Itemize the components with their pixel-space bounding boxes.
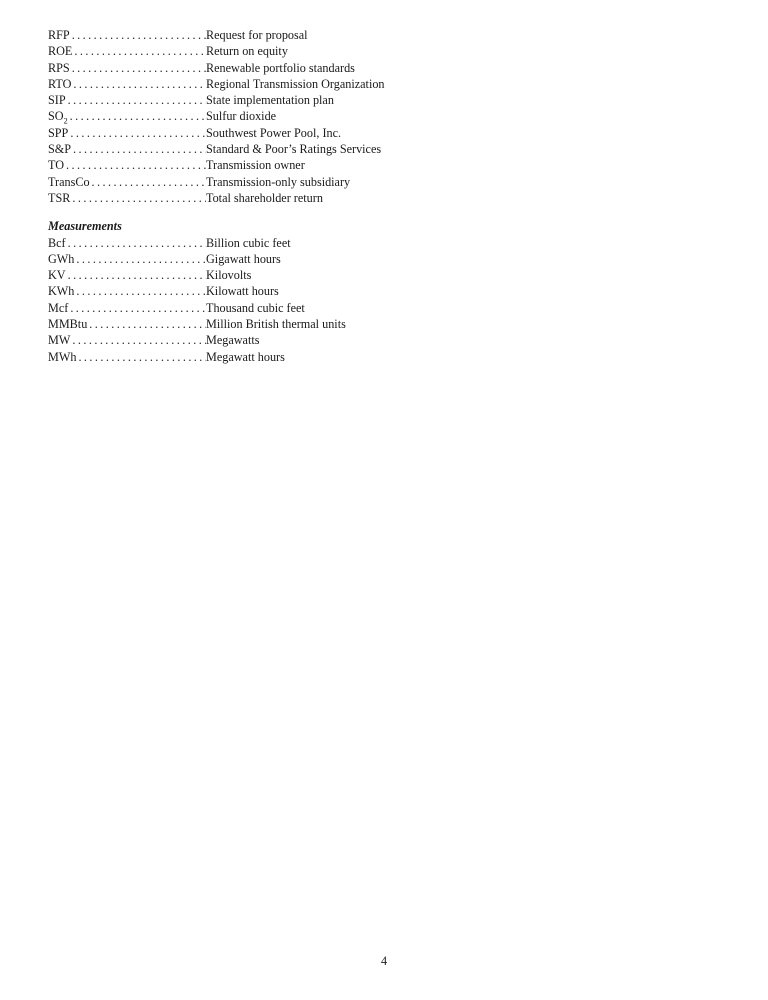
entry-abbreviation: Mcf: [48, 300, 69, 315]
entry-abbreviation: GWh: [48, 251, 75, 266]
entry-definition: Kilovolts: [206, 268, 252, 283]
abbreviation-text: SO: [48, 109, 64, 124]
dot-leader: [68, 300, 206, 316]
measurement-entry: [48, 267, 728, 283]
measurement-entry: [48, 251, 728, 267]
entry-definition: Megawatts: [206, 333, 260, 348]
entry-definition: Kilowatt hours: [206, 284, 279, 299]
entry-abbreviation: Bcf: [48, 235, 66, 250]
entry-abbreviation: MMBtu: [48, 317, 88, 332]
entry-definition: Transmission owner: [206, 158, 305, 173]
entry-definition: Total shareholder return: [206, 190, 323, 205]
dot-leader: [90, 174, 206, 190]
abbreviation-subscript: 2: [63, 116, 68, 125]
entry-abbreviation: TSR: [48, 190, 71, 205]
entry-abbreviation: SIP: [48, 93, 66, 108]
entry-definition: Return on equity: [206, 44, 288, 59]
measurement-entry: [48, 235, 728, 251]
entry-abbreviation: [48, 108, 68, 124]
dot-leader: [70, 332, 206, 348]
dot-leader: [68, 125, 206, 141]
entry-abbreviation: KWh: [48, 284, 75, 299]
entry-abbreviation: TransCo: [48, 174, 90, 189]
glossary-entry: [48, 92, 728, 108]
measurement-entry: [48, 316, 728, 332]
entry-definition: Billion cubic feet: [206, 235, 291, 250]
measurements-heading: Measurements: [48, 219, 122, 234]
dot-leader: [71, 76, 206, 92]
entry-definition: Transmission-only subsidiary: [206, 174, 351, 189]
entry-abbreviation: RFP: [48, 28, 70, 42]
dot-leader: [71, 141, 206, 157]
entry-definition: Sulfur dioxide: [206, 109, 277, 124]
glossary-page: [48, 27, 728, 365]
entry-definition: Thousand cubic feet: [206, 300, 305, 315]
glossary-entry: [48, 141, 728, 157]
glossary-entry: [48, 27, 728, 43]
glossary-entry: [48, 190, 728, 206]
glossary-entry: [48, 174, 728, 190]
entry-abbreviation: SPP: [48, 125, 69, 140]
entry-abbreviation: RTO: [48, 76, 72, 91]
entry-definition: Megawatt hours: [206, 349, 285, 364]
glossary-entry: [48, 157, 728, 173]
measurement-entry: [48, 349, 728, 365]
page-number: 4: [380, 954, 388, 968]
dot-leader: [87, 316, 206, 332]
entry-definition: Regional Transmission Organization: [206, 76, 385, 91]
glossary-entry: [48, 125, 728, 141]
dot-leader: [72, 43, 206, 59]
measurement-entry: [48, 300, 728, 316]
entry-definition: Renewable portfolio standards: [206, 60, 355, 75]
entry-abbreviation: RPS: [48, 60, 70, 75]
entry-abbreviation: KV: [48, 268, 66, 283]
entry-definition: State implementation plan: [206, 93, 334, 108]
dot-leader: [70, 27, 206, 43]
entry-abbreviation: MWh: [48, 349, 77, 364]
entry-definition: Gigawatt hours: [206, 251, 281, 266]
dot-leader: [66, 235, 206, 251]
entry-definition: Southwest Power Pool, Inc.: [206, 125, 342, 140]
entry-definition: Standard & Poor’s Ratings Services: [206, 142, 382, 157]
dot-leader: [74, 283, 206, 299]
entry-definition: Request for proposal: [206, 28, 308, 42]
dot-leader: [64, 157, 206, 173]
dot-leader: [70, 60, 206, 76]
dot-leader: [68, 108, 206, 124]
dot-leader: [66, 92, 206, 108]
entry-abbreviation: TO: [48, 158, 65, 173]
dot-leader: [66, 267, 206, 283]
glossary-entry: [48, 60, 728, 76]
dot-leader: [76, 349, 206, 365]
glossary-entry: [48, 43, 728, 59]
measurement-entry: [48, 283, 728, 299]
entry-abbreviation: ROE: [48, 44, 73, 59]
dot-leader: [74, 251, 206, 267]
entry-abbreviation: MW: [48, 333, 71, 348]
entry-definition: Million British thermal units: [206, 317, 346, 332]
glossary-entry: [48, 108, 728, 124]
glossary-entry: [48, 76, 728, 92]
entry-abbreviation: S&P: [48, 142, 72, 157]
dot-leader: [70, 190, 206, 206]
measurement-entry: [48, 332, 728, 348]
